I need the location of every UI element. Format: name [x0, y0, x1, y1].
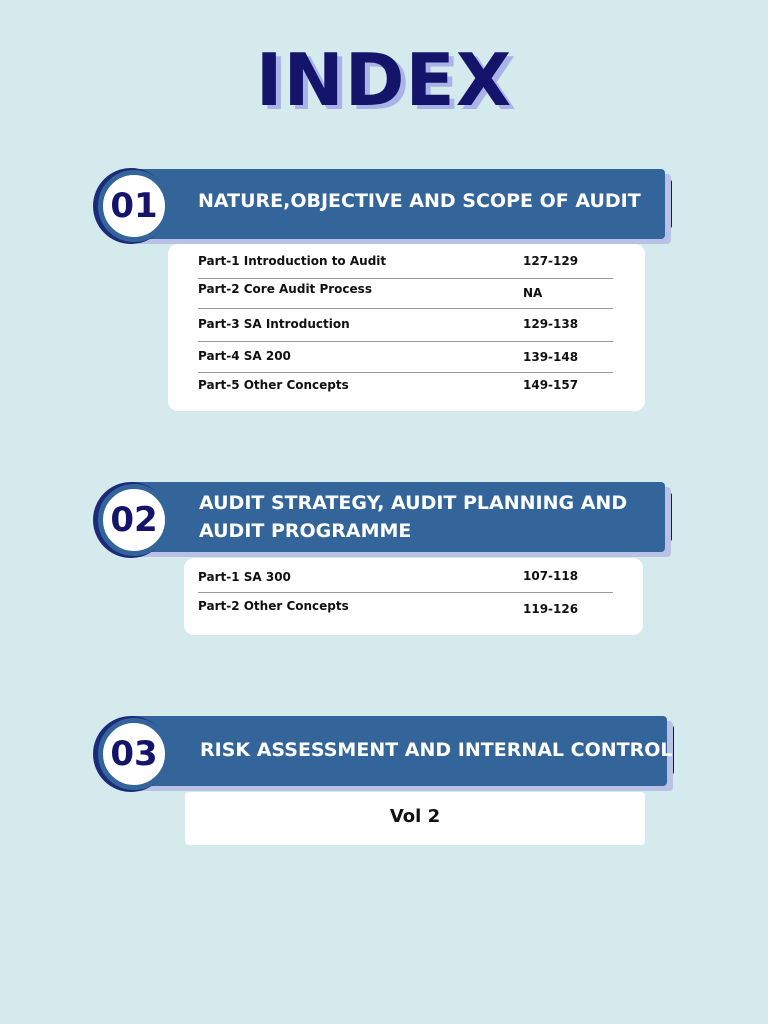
page-title: INDEX [255, 38, 513, 122]
table-row [198, 309, 613, 342]
row-pages: 129-138 [523, 317, 579, 331]
volume-note: Vol 2 [389, 806, 441, 827]
section-title: RISK ASSESSMENT AND INTERNAL CONTROL [200, 739, 673, 761]
row-pages: 149-157 [523, 378, 579, 392]
section-card [168, 244, 645, 411]
row-label: Part-1 SA 300 [198, 570, 291, 584]
section-card [184, 558, 643, 635]
table-row [198, 278, 613, 309]
banner-edge [664, 180, 672, 228]
section-title: NATURE,OBJECTIVE AND SCOPE OF AUDIT [198, 190, 641, 212]
row-pages: 127-129 [523, 254, 579, 268]
row-label: Part-2 Other Concepts [198, 599, 349, 613]
row-label: Part-4 SA 200 [198, 349, 291, 363]
row-pages: 119-126 [523, 602, 579, 616]
table-row [198, 562, 613, 593]
section-number-badge: 03 [98, 718, 170, 790]
table-row [198, 342, 613, 373]
row-label: Part-1 Introduction to Audit [198, 254, 387, 268]
row-label: Part-5 Other Concepts [198, 378, 349, 392]
row-pages: NA [523, 286, 543, 300]
table-row [198, 248, 613, 279]
row-label: Part-3 SA Introduction [198, 317, 350, 331]
section-number-badge: 02 [98, 484, 170, 556]
row-label: Part-2 Core Audit Process [198, 282, 372, 296]
section-card [185, 792, 645, 845]
table-row [198, 593, 613, 623]
row-pages: 107-118 [523, 569, 579, 583]
section-title-line-1: AUDIT STRATEGY, AUDIT PLANNING AND [199, 492, 628, 514]
section-number-badge: 01 [98, 170, 170, 242]
row-pages: 139-148 [523, 350, 579, 364]
banner-edge [664, 493, 672, 541]
section-title-line-2: AUDIT PROGRAMME [199, 520, 412, 542]
table-row [198, 372, 613, 402]
